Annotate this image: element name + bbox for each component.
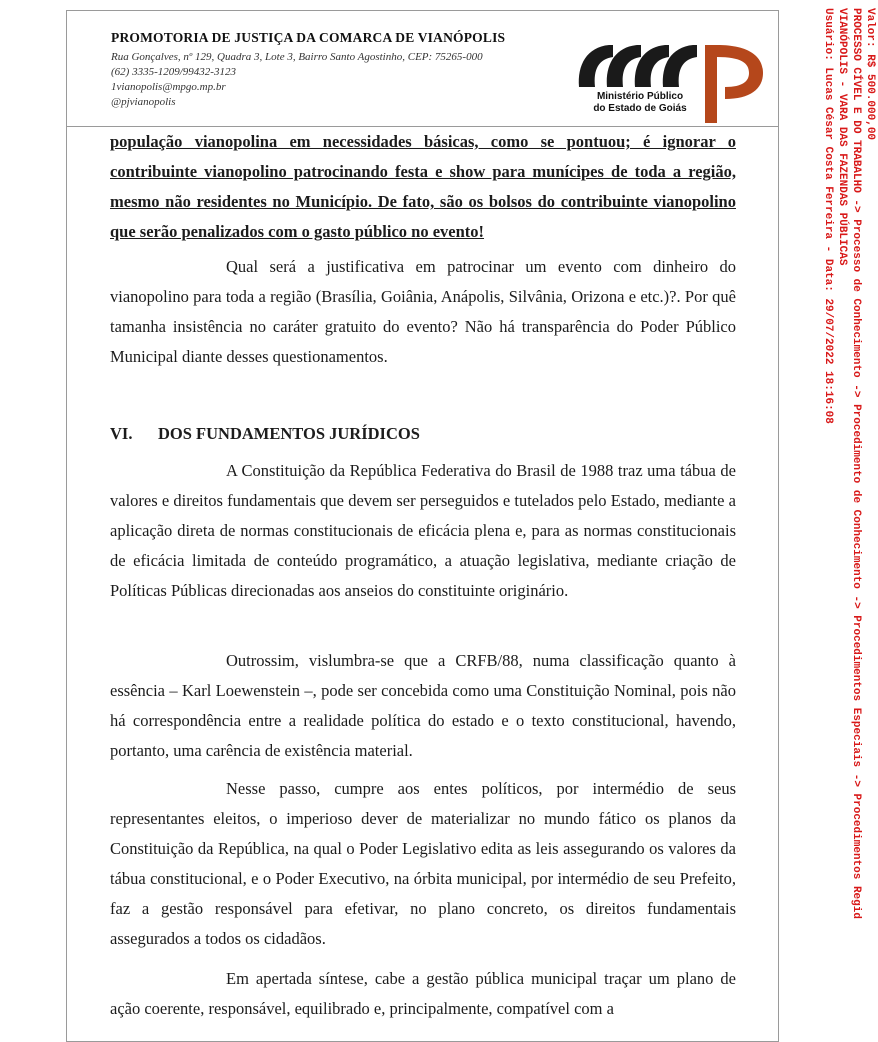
stamp-court: VIANÓPOLIS - VARA DAS FAZENDAS PÚBLICAS xyxy=(836,8,848,266)
logo-caption-line2: do Estado de Goiás xyxy=(593,103,687,114)
stamp-value: Valor: R$ 500.000,00 xyxy=(864,8,876,141)
letterhead xyxy=(111,30,571,110)
section-number: VI. xyxy=(110,424,133,443)
paragraph-loewenstein: Outrossim, vislumbra-se que a CRFB/88, numa classificação quanto à essência – Karl Loewenstein –, pode ser concebida como uma Constituição Nominal, pois não há correspondência entre a realidade política do estado e o texto constitucional, havendo, portanto, uma carência de existência material. xyxy=(110,651,736,760)
section-title: DOS FUNDAMENTOS JURÍDICOS xyxy=(158,424,420,443)
logo-caption xyxy=(585,91,695,115)
section-heading xyxy=(110,419,420,449)
paragraph-synthesis: Em apertada síntese, cabe a gestão pública municipal traçar um plano de ação coerente, responsável, equilibrado e, principalmente, compatível com a xyxy=(110,969,736,1018)
stamp-process-class: PROCESSO CÍVEL E DO TRABALHO -> Processo de Conhecimento -> Procedimento de Conhecimento -> Procedimentos Especiais -> Procedimentos Regid xyxy=(850,8,862,919)
letterhead-address: Rua Gonçalves, nº 129, Quadra 3, Lote 3, Bairro Santo Agostinho, CEP: 75265-000 xyxy=(111,51,483,63)
letterhead-social: @pjvianopolis xyxy=(111,96,176,108)
paragraph-justification-question: Qual será a justificativa em patrocinar um evento com dinheiro do vianopolino para toda a região (Brasília, Goiânia, Anápolis, Silvânia, Orizona e etc.)?. Por quê tamanha insistência no caráter gratuito do evento? Não há transparência do Poder Público Municipal diante desses questionamentos. xyxy=(110,257,736,366)
letterhead-phone: (62) 3335-1209/99432-3123 xyxy=(111,66,236,78)
letterhead-email: 1vianopolis@mpgo.mp.br xyxy=(111,81,226,93)
logo-caption-line1: Ministério Público xyxy=(596,91,684,102)
paragraph-emphasis: população vianopolina em necessidades básicas, como se pontuou; é ignorar o contribuinte vianopolino patrocinando festa e show para munícipes de toda a região, mesmo não residentes no Município. De fato, são os bolsos do contribuinte vianopolino que serão penalizados com o gasto público no evento! xyxy=(110,132,736,241)
letterhead-title: PROMOTORIA DE JUSTIÇA DA COMARCA DE VIANÓPOLIS xyxy=(111,30,506,45)
paragraph-political-entities: Nesse passo, cumpre aos entes políticos, por intermédio de seus representantes eleitos, o imperioso dever de materializar no mundo fático os planos da Constituição da República, na qual o Poder Legislativo edita as leis assegurando os valores da tábua constitucional, e o Poder Executivo, na órbita municipal, por intermédio de seu Prefeito, faz a gestão responsável para efetivar, no plano concreto, os direitos fundamentais assegurados a todos os cidadãos. xyxy=(110,779,736,948)
mp-goias-logo xyxy=(565,27,775,123)
paragraph-constitution: A Constituição da República Federativa do Brasil de 1988 traz uma tábua de valores e direitos fundamentais que devem ser perseguidos e tutelados pelo Estado, mediante a aplicação direta de normas constitucionais de eficácia plena e, para as normas constitucionais de eficácia limitada de conteúdo programático, a atuação legislativa, mediante criação de Políticas Públicas direcionadas aos anseios do constituinte originário. xyxy=(110,461,736,600)
stamp-user-date: Usuário: Lucas César Costa Ferreira - Data: 29/07/2022 18:16:08 xyxy=(822,8,834,424)
